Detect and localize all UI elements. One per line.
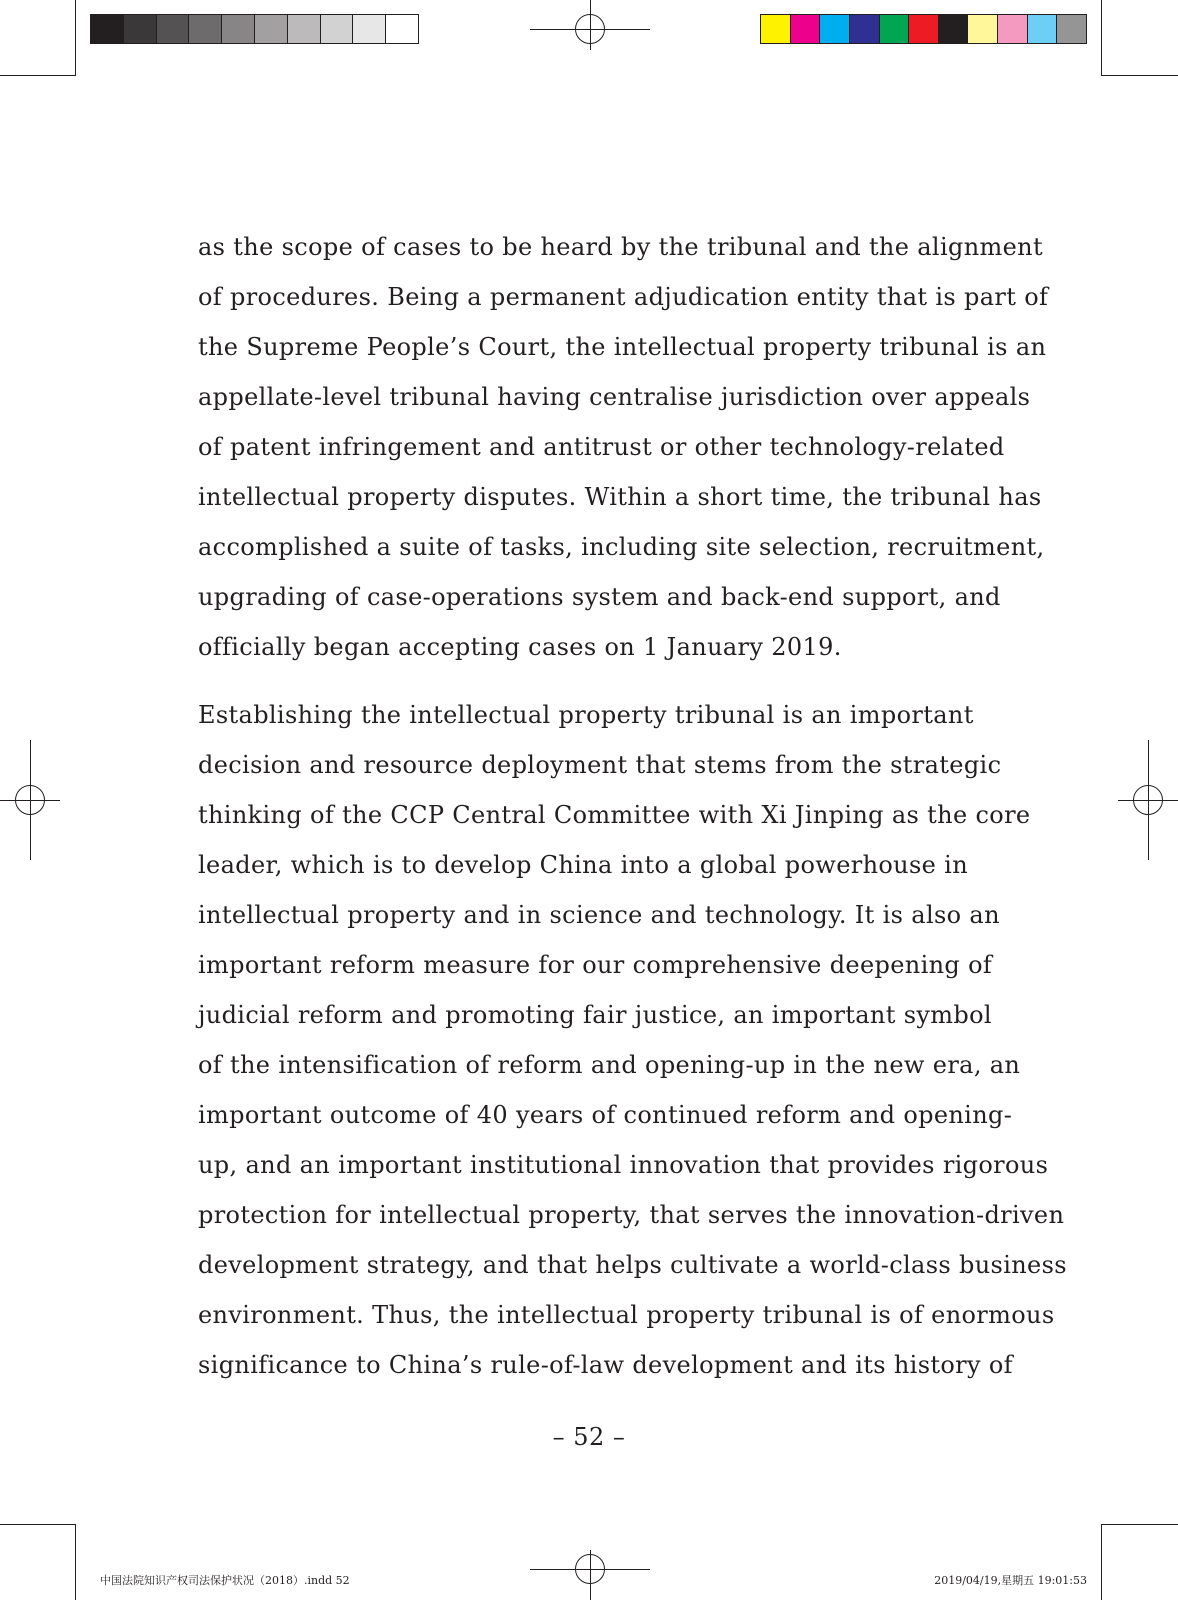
color-swatch [939, 15, 969, 43]
color-swatch [1057, 15, 1086, 43]
grayscale-calibration-bar [90, 14, 419, 44]
process-color-calibration-bar [760, 14, 1087, 44]
color-swatch [968, 15, 998, 43]
text-line: protection for intellectual property, that serves the innovation-driven [198, 1201, 1065, 1229]
color-swatch [998, 15, 1028, 43]
text-line: officially began accepting cases on 1 January 2019. [198, 633, 842, 661]
gray-swatch [288, 15, 321, 43]
text-line: important outcome of 40 years of continued reform and opening- [198, 1101, 1013, 1129]
gray-swatch [222, 15, 255, 43]
paragraph [198, 222, 1049, 672]
text-line: leader, which is to develop China into a global powerhouse in [198, 851, 969, 879]
gray-swatch [91, 15, 124, 43]
gray-swatch [386, 15, 418, 43]
text-line: judicial reform and promoting fair justice, an important symbol [198, 1001, 992, 1029]
text-line: development strategy, and that helps cultivate a world-class business [198, 1251, 1067, 1279]
slug-file-name: 中国法院知识产权司法保护状况（2018）.indd 52 [100, 1574, 350, 1587]
gray-swatch [124, 15, 157, 43]
color-swatch [880, 15, 910, 43]
color-swatch [850, 15, 880, 43]
gray-swatch [157, 15, 190, 43]
slug-timestamp: 2019/04/19,星期五 19:01:53 [934, 1574, 1087, 1587]
color-swatch [909, 15, 939, 43]
text-line: the Supreme People’s Court, the intellectual property tribunal is an [198, 333, 1047, 361]
text-line: intellectual property disputes. Within a short time, the tribunal has [198, 483, 1042, 511]
text-line: Establishing the intellectual property tribunal is an important [198, 701, 974, 729]
gray-swatch [255, 15, 288, 43]
gray-swatch [189, 15, 222, 43]
color-swatch [761, 15, 791, 43]
text-line: environment. Thus, the intellectual property tribunal is of enormous [198, 1301, 1055, 1329]
text-line: significance to China’s rule-of-law development and its history of [198, 1351, 1013, 1379]
text-line: as the scope of cases to be heard by the tribunal and the alignment [198, 233, 1043, 261]
page-number: – 52 – [552, 1423, 626, 1451]
color-swatch [1028, 15, 1058, 43]
text-line: intellectual property and in science and technology. It is also an [198, 901, 1000, 929]
gray-swatch [353, 15, 386, 43]
text-line: important reform measure for our comprehensive deepening of [198, 951, 993, 979]
text-line: of the intensification of reform and opening-up in the new era, an [198, 1051, 1021, 1079]
paragraph [198, 690, 1067, 1390]
text-line: of patent infringement and antitrust or other technology-related [198, 433, 1005, 461]
color-swatch [820, 15, 850, 43]
color-swatch [791, 15, 821, 43]
text-line: upgrading of case-operations system and back-end support, and [198, 583, 1001, 611]
body-text [198, 222, 1067, 1390]
text-line: thinking of the CCP Central Committee with Xi Jinping as the core [198, 801, 1031, 829]
text-line: of procedures. Being a permanent adjudication entity that is part of [198, 283, 1049, 311]
text-line: accomplished a suite of tasks, including site selection, recruitment, [198, 533, 1045, 561]
text-line: decision and resource deployment that stems from the strategic [198, 751, 1002, 779]
text-line: appellate-level tribunal having centralise jurisdiction over appeals [198, 383, 1031, 411]
text-line: up, and an important institutional innovation that provides rigorous [198, 1151, 1049, 1179]
gray-swatch [321, 15, 354, 43]
